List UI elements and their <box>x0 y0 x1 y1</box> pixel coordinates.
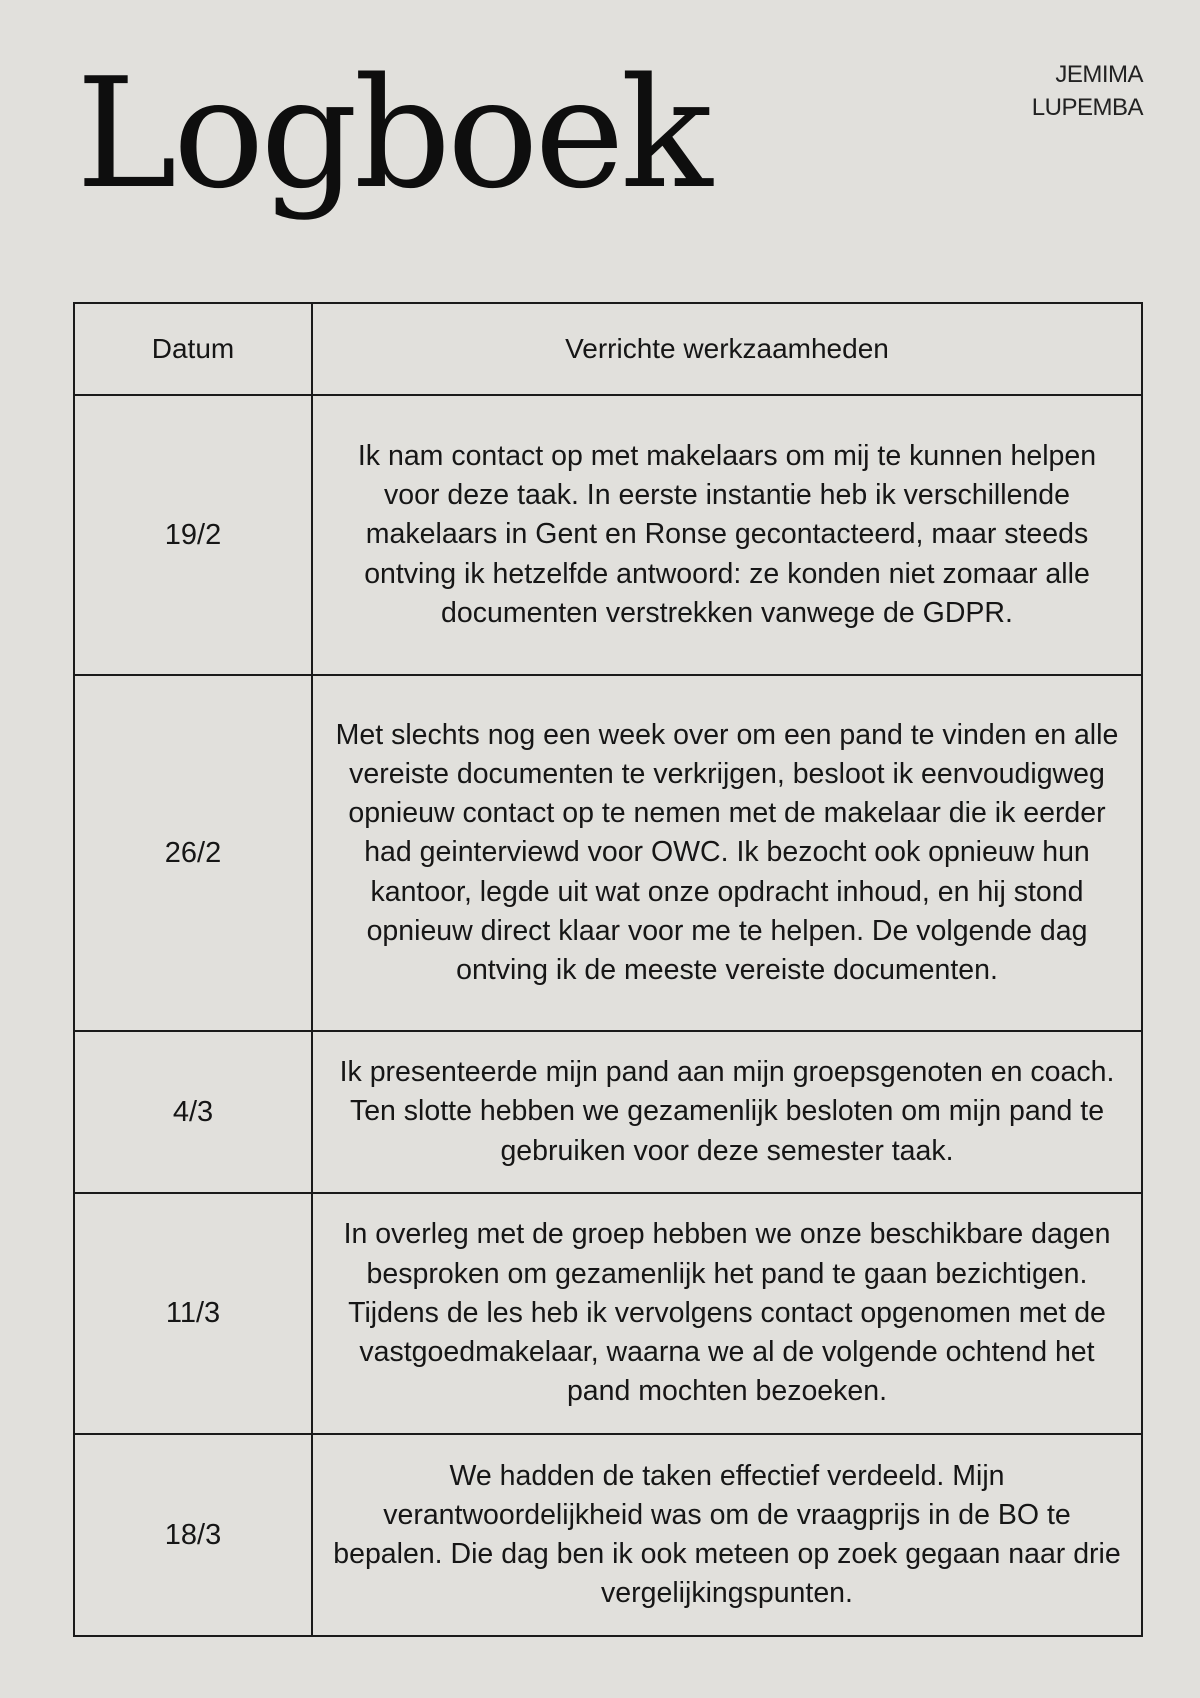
table-row <box>74 1434 1142 1636</box>
table-row <box>74 395 1142 675</box>
author-name <box>1032 58 1143 124</box>
date-cell: 4/3 <box>74 1031 312 1193</box>
date-cell: 19/2 <box>74 395 312 675</box>
logbook-table <box>73 302 1143 1637</box>
activity-cell: Ik nam contact op met makelaars om mij te kunnen helpen voor deze taak. In eerste instantie heb ik verschillende makelaars in Gent en Ronse gecontacteerd, maar steeds ontving ik hetzelfde antwoord: ze konden niet zomaar alle documenten verstrekken vanwege de GDPR. <box>312 395 1142 675</box>
date-cell: 11/3 <box>74 1193 312 1434</box>
author-first-name: JEMIMA <box>1055 61 1143 88</box>
table-row <box>74 1193 1142 1434</box>
activity-cell: Ik presenteerde mijn pand aan mijn groepsgenoten en coach. Ten slotte hebben we gezamenlijk besloten om mijn pand te gebruiken voor deze semester taak. <box>312 1031 1142 1193</box>
author-last-name: LUPEMBA <box>1031 94 1143 121</box>
column-header-date: Datum <box>74 303 312 395</box>
activity-cell: Met slechts nog een week over om een pand te vinden en alle vereiste documenten te verkrijgen, besloot ik eenvoudigweg opnieuw contact op te nemen met de makelaar die ik eerder had geinterviewd voor OWC. Ik bezocht ook opnieuw hun kantoor, legde uit wat onze opdracht inhoud, en hij stond opnieuw direct klaar voor me te helpen. De volgende dag ontving ik de meeste vereiste documenten. <box>312 675 1142 1031</box>
page-title: Logboek <box>76 45 709 222</box>
table-row <box>74 675 1142 1031</box>
table-header-row <box>74 303 1142 395</box>
column-header-activities: Verrichte werkzaamheden <box>312 303 1142 395</box>
date-cell: 26/2 <box>74 675 312 1031</box>
activity-cell: We hadden de taken effectief verdeeld. Mijn verantwoordelijkheid was om de vraagprijs in de BO te bepalen. Die dag ben ik ook meteen op zoek gegaan naar drie vergelijkingspunten. <box>312 1434 1142 1636</box>
table-row <box>74 1031 1142 1193</box>
date-cell: 18/3 <box>74 1434 312 1636</box>
activity-cell: In overleg met de groep hebben we onze beschikbare dagen besproken om gezamenlijk het pand te gaan bezichtigen. Tijdens de les heb ik vervolgens contact opgenomen met de vastgoedmakelaar, waarna we al de volgende ochtend het pand mochten bezoeken. <box>312 1193 1142 1434</box>
